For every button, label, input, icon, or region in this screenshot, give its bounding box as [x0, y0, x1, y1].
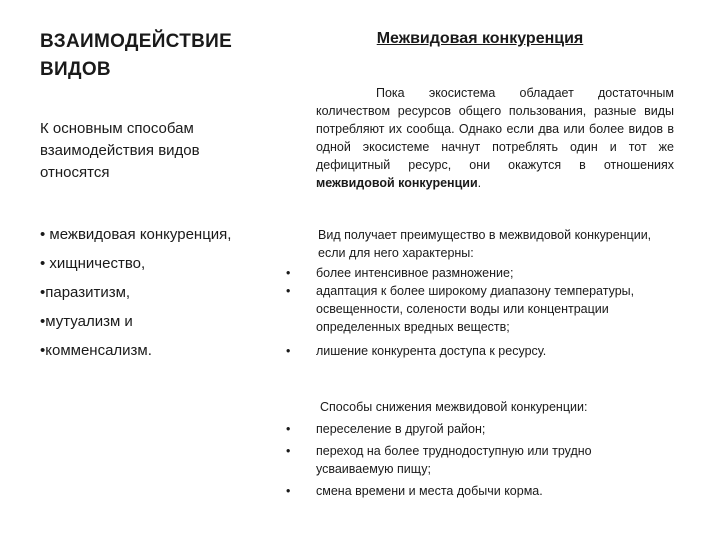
item-text: более интенсивное размножение;	[316, 266, 514, 280]
bullet: •	[286, 484, 291, 498]
item-text: смена времени и места добычи корма.	[316, 484, 543, 498]
item-text: адаптация к более широкому диапазону температуры, освещенности, солености воды или концентрации определенных вредных веществ;	[316, 284, 635, 334]
item-text: переход на более труднодоступную или трудно усваиваемую пищу;	[316, 444, 592, 476]
advantages-heading: Вид получает преимущество в межвидовой конкуренции, если для него характерны:	[318, 228, 652, 260]
bullet: •	[286, 284, 291, 298]
section-title: Межвидовая конкуренция	[376, 30, 584, 47]
slide-title: ВЗАИМОДЕЙСТВИЕ ВИДОВ	[40, 31, 233, 80]
list-item: •паразитизм,	[40, 284, 131, 301]
list-item	[286, 420, 656, 438]
reduction-list	[286, 420, 656, 500]
advantages-list	[286, 264, 674, 360]
paragraph-end: .	[477, 176, 482, 190]
bullet: •	[286, 344, 291, 358]
bullet: •	[286, 266, 291, 280]
list-item: • межвидовая конкуренция,	[40, 226, 232, 243]
intro-text: К основным способам взаимодействия видов относятся	[40, 120, 200, 181]
list-item	[286, 442, 656, 478]
paragraph-text: Пока экосистема обладает достаточным количеством ресурсов общего пользования, разные виды потребляют их сообща. Однако если два или более видов в одной экосистеме начнут потреблять один и тот же дефицитный ресурс, они окажутся в отношениях	[316, 86, 674, 172]
reduction-heading: Способы снижения межвидовой конкуренции:	[320, 400, 588, 414]
bullet: •	[286, 422, 291, 436]
list-item	[286, 342, 674, 360]
list-item	[286, 264, 674, 282]
item-text: переселение в другой район;	[316, 422, 486, 436]
intro-paragraph	[316, 84, 674, 192]
list-item	[286, 482, 656, 500]
list-item: •мутуализм и	[40, 313, 133, 330]
item-text: лишение конкурента доступа к ресурсу.	[316, 344, 547, 358]
list-item	[286, 282, 674, 336]
list-item: • хищничество,	[40, 255, 146, 272]
interaction-types-list	[40, 220, 270, 365]
list-item: •комменсализм.	[40, 342, 152, 359]
bullet: •	[286, 444, 291, 458]
bold-term: межвидовой конкуренции	[316, 176, 478, 190]
